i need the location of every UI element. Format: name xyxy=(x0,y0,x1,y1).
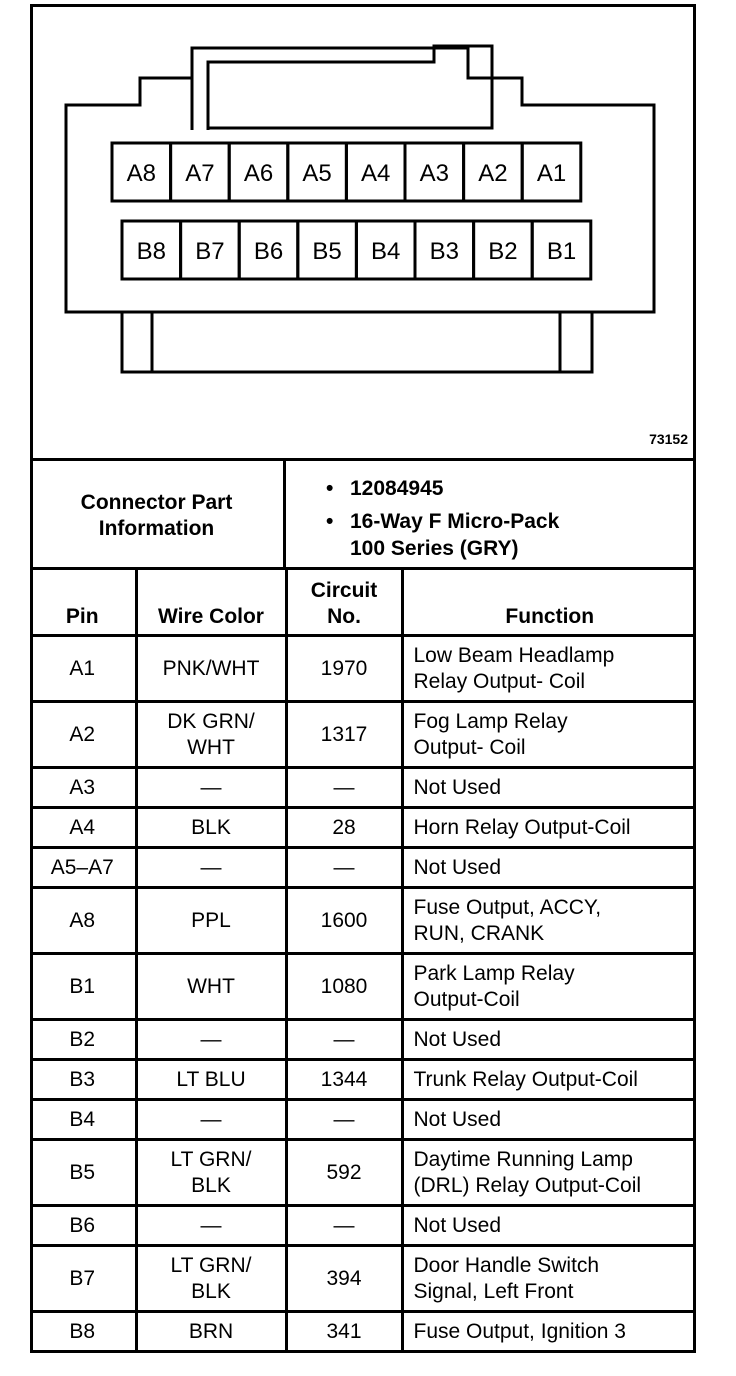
wire-color-cell: — xyxy=(136,848,286,888)
wire-color-cell: PNK/WHT xyxy=(136,636,286,702)
function-cell: Horn Relay Output-Coil xyxy=(402,808,696,848)
table-row xyxy=(30,1206,696,1246)
table-row xyxy=(30,888,696,954)
circuit-cell: — xyxy=(286,1100,402,1140)
cavity-label: B4 xyxy=(371,238,401,265)
table-row xyxy=(30,1100,696,1140)
pin-cell: B8 xyxy=(30,1312,136,1352)
table-row xyxy=(30,1140,696,1206)
wire-color-cell: WHT xyxy=(136,954,286,1020)
connector-info-values xyxy=(286,461,696,570)
circuit-cell: — xyxy=(286,848,402,888)
wire-color-cell: DK GRN/ WHT xyxy=(136,702,286,768)
table-row xyxy=(30,1246,696,1312)
table-header-row xyxy=(30,569,696,636)
pin-cell: A2 xyxy=(30,702,136,768)
wire-color-cell: LT GRN/ BLK xyxy=(136,1246,286,1312)
pin-cell: A3 xyxy=(30,768,136,808)
pin-cell: B5 xyxy=(30,1140,136,1206)
cavity-label: B5 xyxy=(312,238,342,265)
circuit-cell: — xyxy=(286,1020,402,1060)
connector-info-label: Connector Part Information xyxy=(30,461,286,570)
function-cell: Daytime Running Lamp (DRL) Relay Output-Coil xyxy=(402,1140,696,1206)
table-row xyxy=(30,954,696,1020)
function-cell: Park Lamp Relay Output-Coil xyxy=(402,954,696,1020)
header-wire-color: Wire Color xyxy=(136,569,286,636)
pin-cell: B7 xyxy=(30,1246,136,1312)
pin-table xyxy=(30,567,696,1352)
circuit-cell: 341 xyxy=(286,1312,402,1352)
wire-color-cell: BLK xyxy=(136,808,286,848)
part-number: 12084945 xyxy=(350,477,444,500)
table-row xyxy=(30,768,696,808)
table-row xyxy=(30,702,696,768)
function-cell: Fog Lamp Relay Output- Coil xyxy=(402,702,696,768)
cavity-row-a xyxy=(112,143,581,201)
wire-color-cell: — xyxy=(136,768,286,808)
pin-cell: B3 xyxy=(30,1060,136,1100)
circuit-cell: 592 xyxy=(286,1140,402,1206)
function-cell: Low Beam Headlamp Relay Output- Coil xyxy=(402,636,696,702)
figure-number: 73152 xyxy=(649,431,688,447)
function-cell: Fuse Output, Ignition 3 xyxy=(402,1312,696,1352)
pin-cell: A4 xyxy=(30,808,136,848)
pin-cell: B1 xyxy=(30,954,136,1020)
pin-cell: A5–A7 xyxy=(30,848,136,888)
pin-cell: B4 xyxy=(30,1100,136,1140)
cavity-label: A3 xyxy=(419,160,449,187)
cavity-row-b xyxy=(122,221,591,279)
cavity-label: A6 xyxy=(243,160,274,187)
function-cell: Not Used xyxy=(402,1020,696,1060)
circuit-cell: — xyxy=(286,1206,402,1246)
connector-diagram xyxy=(0,0,736,460)
cavity-label: B3 xyxy=(429,238,459,265)
table-row xyxy=(30,848,696,888)
connector-description: 16-Way F Micro-Pack 100 Series (GRY) xyxy=(350,510,560,560)
cavity-label: A4 xyxy=(361,160,391,187)
cavity-label: B8 xyxy=(136,238,166,265)
cavity-label: A7 xyxy=(185,160,215,187)
table-row xyxy=(30,808,696,848)
wire-color-cell: LT BLU xyxy=(136,1060,286,1100)
wire-color-cell: — xyxy=(136,1206,286,1246)
connector-part-information xyxy=(30,458,696,570)
circuit-cell: 1080 xyxy=(286,954,402,1020)
pin-cell: A1 xyxy=(30,636,136,702)
header-circuit-no: Circuit No. xyxy=(286,569,402,636)
cavity-label: A2 xyxy=(478,160,508,187)
circuit-cell: 394 xyxy=(286,1246,402,1312)
table-row xyxy=(30,1060,696,1100)
pin-cell: B2 xyxy=(30,1020,136,1060)
pin-cell: A8 xyxy=(30,888,136,954)
header-function: Function xyxy=(402,569,696,636)
bullet: • xyxy=(326,510,334,533)
connector-skirt xyxy=(122,312,592,372)
function-cell: Not Used xyxy=(402,848,696,888)
wire-color-cell: — xyxy=(136,1020,286,1060)
function-cell: Not Used xyxy=(402,1206,696,1246)
wire-color-cell: PPL xyxy=(136,888,286,954)
header-pin: Pin xyxy=(30,569,136,636)
function-cell: Not Used xyxy=(402,1100,696,1140)
connector-info-item xyxy=(326,475,696,502)
function-cell: Fuse Output, ACCY, RUN, CRANK xyxy=(402,888,696,954)
bullet: • xyxy=(326,477,334,500)
function-cell: Door Handle Switch Signal, Left Front xyxy=(402,1246,696,1312)
connector-info-item xyxy=(326,508,696,562)
cavity-label: B1 xyxy=(546,238,577,265)
circuit-cell: 1317 xyxy=(286,702,402,768)
table-row xyxy=(30,636,696,702)
table-row xyxy=(30,1312,696,1352)
wire-color-cell: LT GRN/ BLK xyxy=(136,1140,286,1206)
cavity-label: A1 xyxy=(536,160,567,187)
wire-color-cell: — xyxy=(136,1100,286,1140)
cavity-label: A5 xyxy=(302,160,332,187)
pin-cell: B6 xyxy=(30,1206,136,1246)
circuit-cell: — xyxy=(286,768,402,808)
table-row xyxy=(30,1020,696,1060)
cavity-label: A8 xyxy=(126,160,156,187)
function-cell: Trunk Relay Output-Coil xyxy=(402,1060,696,1100)
cavity-label: B7 xyxy=(195,238,225,265)
wire-color-cell: BRN xyxy=(136,1312,286,1352)
cavity-label: B6 xyxy=(253,238,284,265)
circuit-cell: 1970 xyxy=(286,636,402,702)
circuit-cell: 1344 xyxy=(286,1060,402,1100)
circuit-cell: 1600 xyxy=(286,888,402,954)
function-cell: Not Used xyxy=(402,768,696,808)
connector-latch xyxy=(192,46,492,130)
circuit-cell: 28 xyxy=(286,808,402,848)
cavity-label: B2 xyxy=(488,238,518,265)
